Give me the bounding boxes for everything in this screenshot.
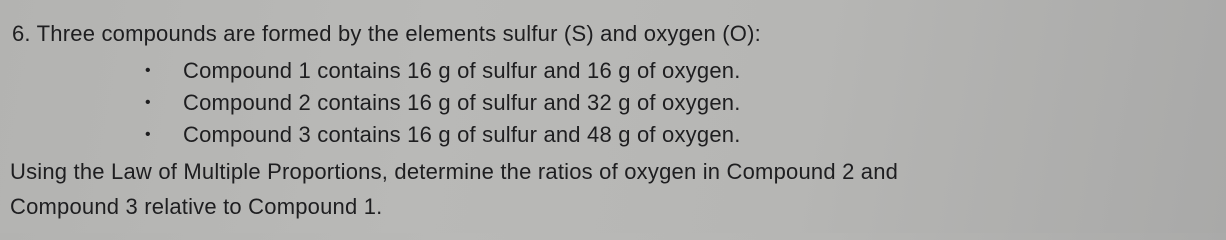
bullet-icon: •	[145, 62, 151, 79]
list-item-text: Compound 2 contains 16 g of sulfur and 32 g of oxygen.	[183, 90, 741, 115]
list-item-text: Compound 1 contains 16 g of sulfur and 16 g of oxygen.	[183, 58, 741, 83]
list-item-text: Compound 3 contains 16 g of sulfur and 48 g of oxygen.	[183, 122, 741, 147]
question-prompt-line-1: Using the Law of Multiple Proportions, determine the ratios of oxygen in Compound 2 and	[10, 159, 899, 184]
question-intro: 6. Three compounds are formed by the elements sulfur (S) and oxygen (O):	[12, 21, 761, 46]
question-prompt-line-2: Compound 3 relative to Compound 1.	[10, 194, 383, 219]
list-item	[0, 90, 1226, 116]
bullet-icon: •	[145, 126, 151, 143]
list-item	[0, 58, 1226, 84]
bullet-icon: •	[145, 94, 151, 111]
list-item	[0, 122, 1226, 148]
